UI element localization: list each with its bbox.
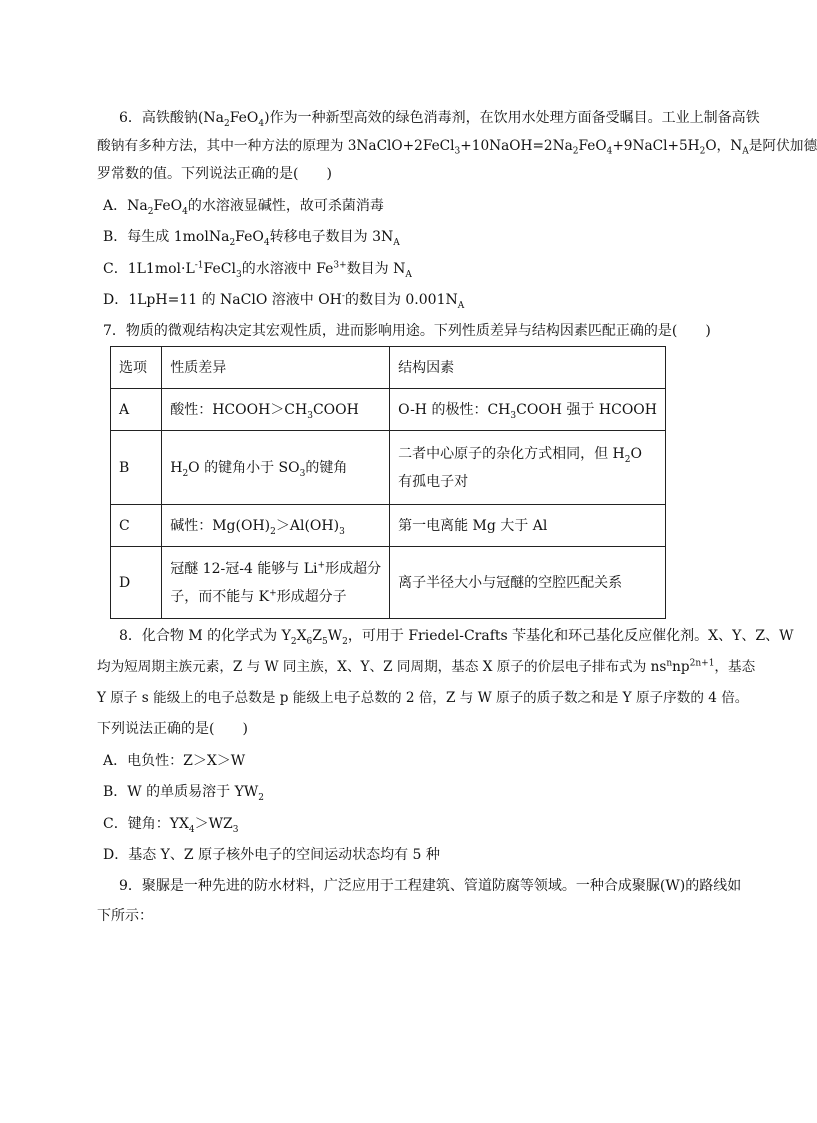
q8-option-d: D．基态 Y、Z 原子核外电子的空间运动状态均有 5 种 bbox=[103, 847, 440, 863]
cell-property bbox=[162, 431, 390, 505]
text: Z bbox=[312, 628, 323, 644]
text: COOH bbox=[312, 401, 359, 418]
text: FeO bbox=[578, 138, 607, 154]
cell-property bbox=[162, 505, 390, 547]
subscript: 2 bbox=[624, 454, 631, 465]
cell-cause: 离子半径大小与冠醚的空腔匹配关系 bbox=[390, 547, 666, 619]
text: O 的键角小于 SO bbox=[188, 459, 300, 476]
text: O，N bbox=[705, 138, 743, 154]
text: 转移电子数目为 3N bbox=[269, 229, 394, 245]
cell-cause: 第一电离能 Mg 大于 Al bbox=[390, 505, 666, 547]
text: 的数目为 0.001N bbox=[344, 292, 458, 308]
text: O-H 的极性：CH bbox=[398, 401, 511, 418]
superscript: 3+ bbox=[333, 260, 347, 271]
text: D．1LpH=11 的 NaClO 溶液中 OH bbox=[103, 292, 342, 308]
subscript: 3 bbox=[307, 410, 313, 421]
text: B．每生成 1molNa bbox=[103, 229, 230, 245]
subscript: A bbox=[393, 237, 400, 248]
text: 形成超分 bbox=[325, 560, 382, 577]
subscript: 2 bbox=[699, 146, 706, 157]
text: 子，而不能与 K bbox=[170, 588, 270, 605]
text: C．1L1mol·L bbox=[103, 261, 195, 277]
subscript: 2 bbox=[572, 146, 579, 157]
q7-table bbox=[110, 346, 666, 619]
text: FeO bbox=[229, 110, 259, 126]
subscript: 4 bbox=[606, 146, 613, 157]
q7-stem: 7．物质的微观结构决定其宏观性质，进而影响用途。下列性质差异与结构因素匹配正确的是( ) bbox=[103, 323, 711, 339]
text: 酸钠有多种方法，其中一种方法的原理为 3NaClO+2FeCl bbox=[97, 138, 455, 154]
text: O bbox=[630, 445, 642, 462]
subscript: 3 bbox=[232, 824, 239, 835]
text: 碱性：Mg(OH) bbox=[170, 517, 271, 534]
text: C．键角：YX bbox=[103, 816, 189, 832]
q6-stem-line3: 罗常数的值。下列说法正确的是( ) bbox=[97, 166, 332, 182]
text: FeO bbox=[153, 198, 183, 214]
text: 的水溶液中 Fe bbox=[241, 261, 334, 277]
subscript: 6 bbox=[306, 636, 313, 647]
subscript: 4 bbox=[182, 206, 188, 217]
q8-option-a: A．电负性：Z＞X＞W bbox=[103, 753, 246, 769]
header-cause: 结构因素 bbox=[390, 347, 666, 389]
text: 的键角 bbox=[305, 459, 348, 476]
superscript: -1 bbox=[194, 260, 204, 271]
text: ，可用于 Friedel-Crafts 苄基化和环己基化反应催化剂。X、Y、Z、W bbox=[347, 628, 794, 644]
cell-property bbox=[162, 389, 390, 431]
q6-option-a bbox=[103, 196, 384, 216]
text: 酸性：HCOOH＞CH bbox=[170, 401, 308, 418]
header-option: 选项 bbox=[111, 347, 162, 389]
text: B．W 的单质易溶于 YW bbox=[103, 784, 259, 800]
text: 8．化合物 M 的化学式为 Y bbox=[119, 628, 291, 644]
q8-stem-line1 bbox=[119, 626, 793, 646]
cell-option: B bbox=[111, 431, 162, 505]
text: 均为短周期主族元素，Z 与 W 同主族，X、Y、Z 同周期，基态 X 原子的价层电子排布式为 ns bbox=[97, 659, 667, 675]
subscript: 5 bbox=[322, 636, 328, 647]
cell-cause bbox=[390, 389, 666, 431]
q8-stem-line3: Y 原子 s 能级上的电子总数是 p 能级上电子总数的 2 倍，Z 与 W 原子的质子数之和是 Y 原子序数的 4 倍。 bbox=[97, 690, 749, 706]
text: 数目为 N bbox=[346, 261, 406, 277]
subscript: 2 bbox=[223, 118, 230, 129]
subscript: 3 bbox=[299, 468, 306, 479]
subscript: 2 bbox=[290, 636, 297, 647]
cell-option: D bbox=[111, 547, 162, 619]
text: W bbox=[327, 628, 343, 644]
text: +9NaCl+5H bbox=[612, 138, 700, 154]
subscript: 2 bbox=[229, 237, 236, 248]
subscript: 2 bbox=[270, 526, 276, 537]
q9-stem-line1: 9．聚脲是一种先进的防水材料，广泛应用于工程建筑、管道防腐等领域。一种合成聚脲(W)的路线如 bbox=[119, 878, 742, 894]
text: COOH 强于 HCOOH bbox=[516, 401, 657, 418]
superscript: n bbox=[666, 658, 673, 669]
subscript: 4 bbox=[188, 824, 195, 835]
cell-option: C bbox=[111, 505, 162, 547]
q6-option-d bbox=[103, 290, 464, 310]
text: 形成超分子 bbox=[276, 588, 347, 605]
table-header-row bbox=[111, 347, 666, 389]
q8-stem-line2 bbox=[97, 657, 755, 677]
table-row bbox=[111, 389, 666, 431]
text: 的水溶液显碱性，故可杀菌消毒 bbox=[187, 198, 384, 214]
cell-option: A bbox=[111, 389, 162, 431]
text: np bbox=[672, 659, 690, 675]
text: H bbox=[170, 459, 183, 476]
text: +10NaOH=2Na bbox=[460, 138, 573, 154]
subscript: 3 bbox=[454, 146, 461, 157]
text: ＞Al(OH) bbox=[275, 517, 340, 534]
subscript: 2 bbox=[147, 206, 154, 217]
header-property: 性质差异 bbox=[162, 347, 390, 389]
q8-option-c bbox=[103, 814, 239, 834]
text: 是阿伏加德 bbox=[748, 138, 817, 154]
subscript: 4 bbox=[263, 237, 270, 248]
subscript: A bbox=[457, 300, 465, 311]
subscript: A bbox=[742, 146, 749, 157]
subscript: 2 bbox=[342, 636, 348, 647]
text: ＞WZ bbox=[194, 816, 233, 832]
cell-cause bbox=[390, 431, 666, 505]
table-row bbox=[111, 505, 666, 547]
q8-option-b bbox=[103, 782, 264, 802]
superscript: 2n+1 bbox=[689, 658, 715, 669]
table-row bbox=[111, 547, 666, 619]
text: X bbox=[296, 628, 307, 644]
text: 6．高铁酸钠(Na bbox=[119, 110, 224, 126]
text: 二者中心原子的杂化方式相同，但 H bbox=[398, 445, 625, 462]
subscript: 2 bbox=[182, 468, 189, 479]
text: )作为一种新型高效的绿色消毒剂，在饮用水处理方面备受瞩目。工业上制备高铁 bbox=[264, 110, 760, 126]
q9-stem-line2: 下所示： bbox=[97, 908, 153, 924]
text: FeCl bbox=[203, 261, 236, 277]
superscript: + bbox=[269, 587, 277, 598]
text: 冠醚 12-冠-4 能够与 Li bbox=[170, 560, 318, 577]
text: 有孤电子对 bbox=[398, 473, 469, 490]
superscript: - bbox=[341, 291, 345, 302]
q8-stem-line4: 下列说法正确的是( ) bbox=[97, 721, 248, 737]
text: ，基态 bbox=[714, 659, 756, 675]
q6-stem-line1 bbox=[119, 108, 760, 128]
text: FeO bbox=[235, 229, 264, 245]
q6-option-c bbox=[103, 259, 412, 279]
superscript: + bbox=[317, 559, 326, 570]
subscript: 3 bbox=[339, 526, 345, 537]
q6-stem-line2 bbox=[97, 136, 817, 156]
subscript: 3 bbox=[235, 269, 242, 280]
subscript: 2 bbox=[258, 792, 264, 803]
subscript: 4 bbox=[258, 118, 265, 129]
subscript: A bbox=[405, 269, 412, 280]
table-row bbox=[111, 431, 666, 505]
cell-property bbox=[162, 547, 390, 619]
q6-option-b bbox=[103, 227, 400, 247]
text: A．Na bbox=[103, 198, 148, 214]
subscript: 3 bbox=[510, 410, 517, 421]
